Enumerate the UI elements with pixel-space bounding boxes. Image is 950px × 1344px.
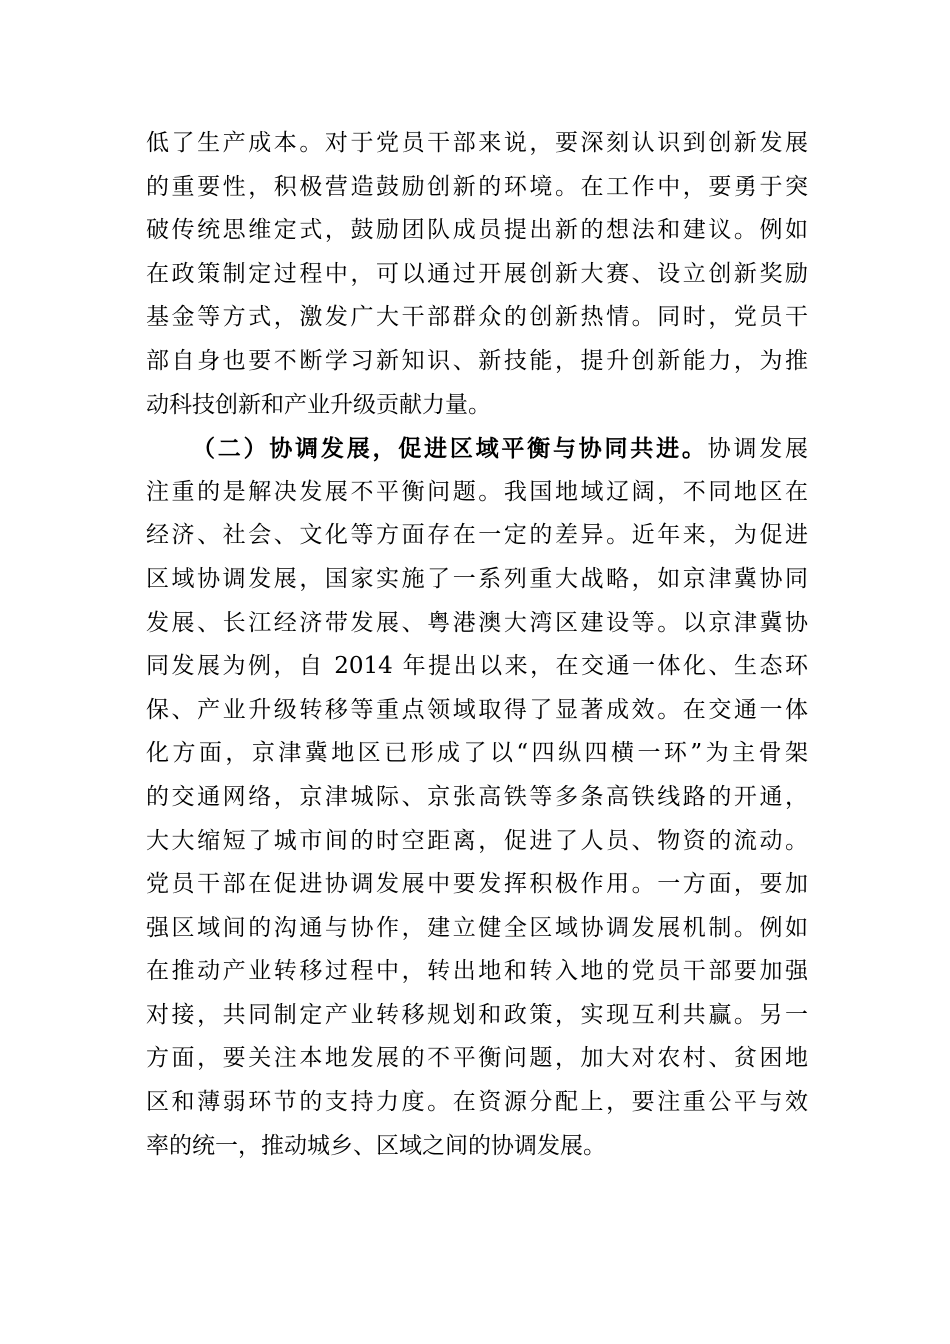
text-line: 注重的是解决发展不平衡问题。我国地域辽阔，不同地区在 — [146, 478, 808, 505]
text-line: 区域协调发展，国家实施了一系列重大战略，如京津冀协同 — [146, 565, 808, 592]
heading-line-rest: 协调发展 — [707, 436, 809, 463]
text-line: 同发展为例，自 2014 年提出以来，在交通一体化、生态环 — [146, 653, 808, 680]
text-line: 率的统一，推动城乡、区域之间的协调发展。 — [146, 1132, 606, 1159]
text-line: 保、产业升级转移等重点领域取得了显著成效。在交通一体 — [146, 696, 808, 723]
text-line: 党员干部在促进协调发展中要发挥积极作用。一方面，要加 — [146, 871, 808, 898]
text-line: 强区域间的沟通与协作，建立健全区域协调发展机制。例如 — [146, 914, 808, 941]
text-line: 大大缩短了城市间的时空距离，促进了人员、物资的流动。 — [146, 827, 808, 854]
paragraph-innovation — [146, 122, 808, 427]
text-line: 化方面，京津冀地区已形成了以“四纵四横一环”为主骨架 — [146, 740, 808, 767]
text-line: 部自身也要不断学习新知识、新技能，提升创新能力，为推 — [146, 347, 808, 374]
text-line: 经济、社会、文化等方面存在一定的差异。近年来，为促进 — [146, 522, 808, 549]
section-heading: （二）协调发展，促进区域平衡与协同共进。 — [192, 435, 708, 463]
text-line: 对接，共同制定产业转移规划和政策，实现互利共赢。另一 — [146, 1001, 808, 1028]
paragraph-coordination — [146, 427, 808, 1168]
text-line: 破传统思维定式，鼓励团队成员提出新的想法和建议。例如 — [146, 217, 808, 244]
document-page — [146, 122, 808, 1168]
text-line: 低了生产成本。对于党员干部来说，要深刻认识到创新发展 — [146, 130, 808, 156]
text-line: 基金等方式，激发广大干部群众的创新热情。同时，党员干 — [146, 304, 808, 331]
text-line: 发展、长江经济带发展、粤港澳大湾区建设等。以京津冀协 — [146, 609, 808, 636]
section-heading-line — [146, 427, 808, 471]
text-line: 动科技创新和产业升级贡献力量。 — [146, 391, 491, 418]
text-line: 在推动产业转移过程中，转出地和转入地的党员干部要加强 — [146, 958, 808, 985]
text-line: 在政策制定过程中，可以通过开展创新大赛、设立创新奖励 — [146, 260, 808, 287]
text-line: 的交通网络，京津城际、京张高铁等多条高铁线路的开通， — [146, 783, 808, 810]
text-line: 区和薄弱环节的支持力度。在资源分配上，要注重公平与效 — [146, 1089, 808, 1116]
text-line: 方面，要关注本地发展的不平衡问题，加大对农村、贫困地 — [146, 1045, 808, 1072]
text-line: 的重要性，积极营造鼓励创新的环境。在工作中，要勇于突 — [146, 173, 808, 200]
